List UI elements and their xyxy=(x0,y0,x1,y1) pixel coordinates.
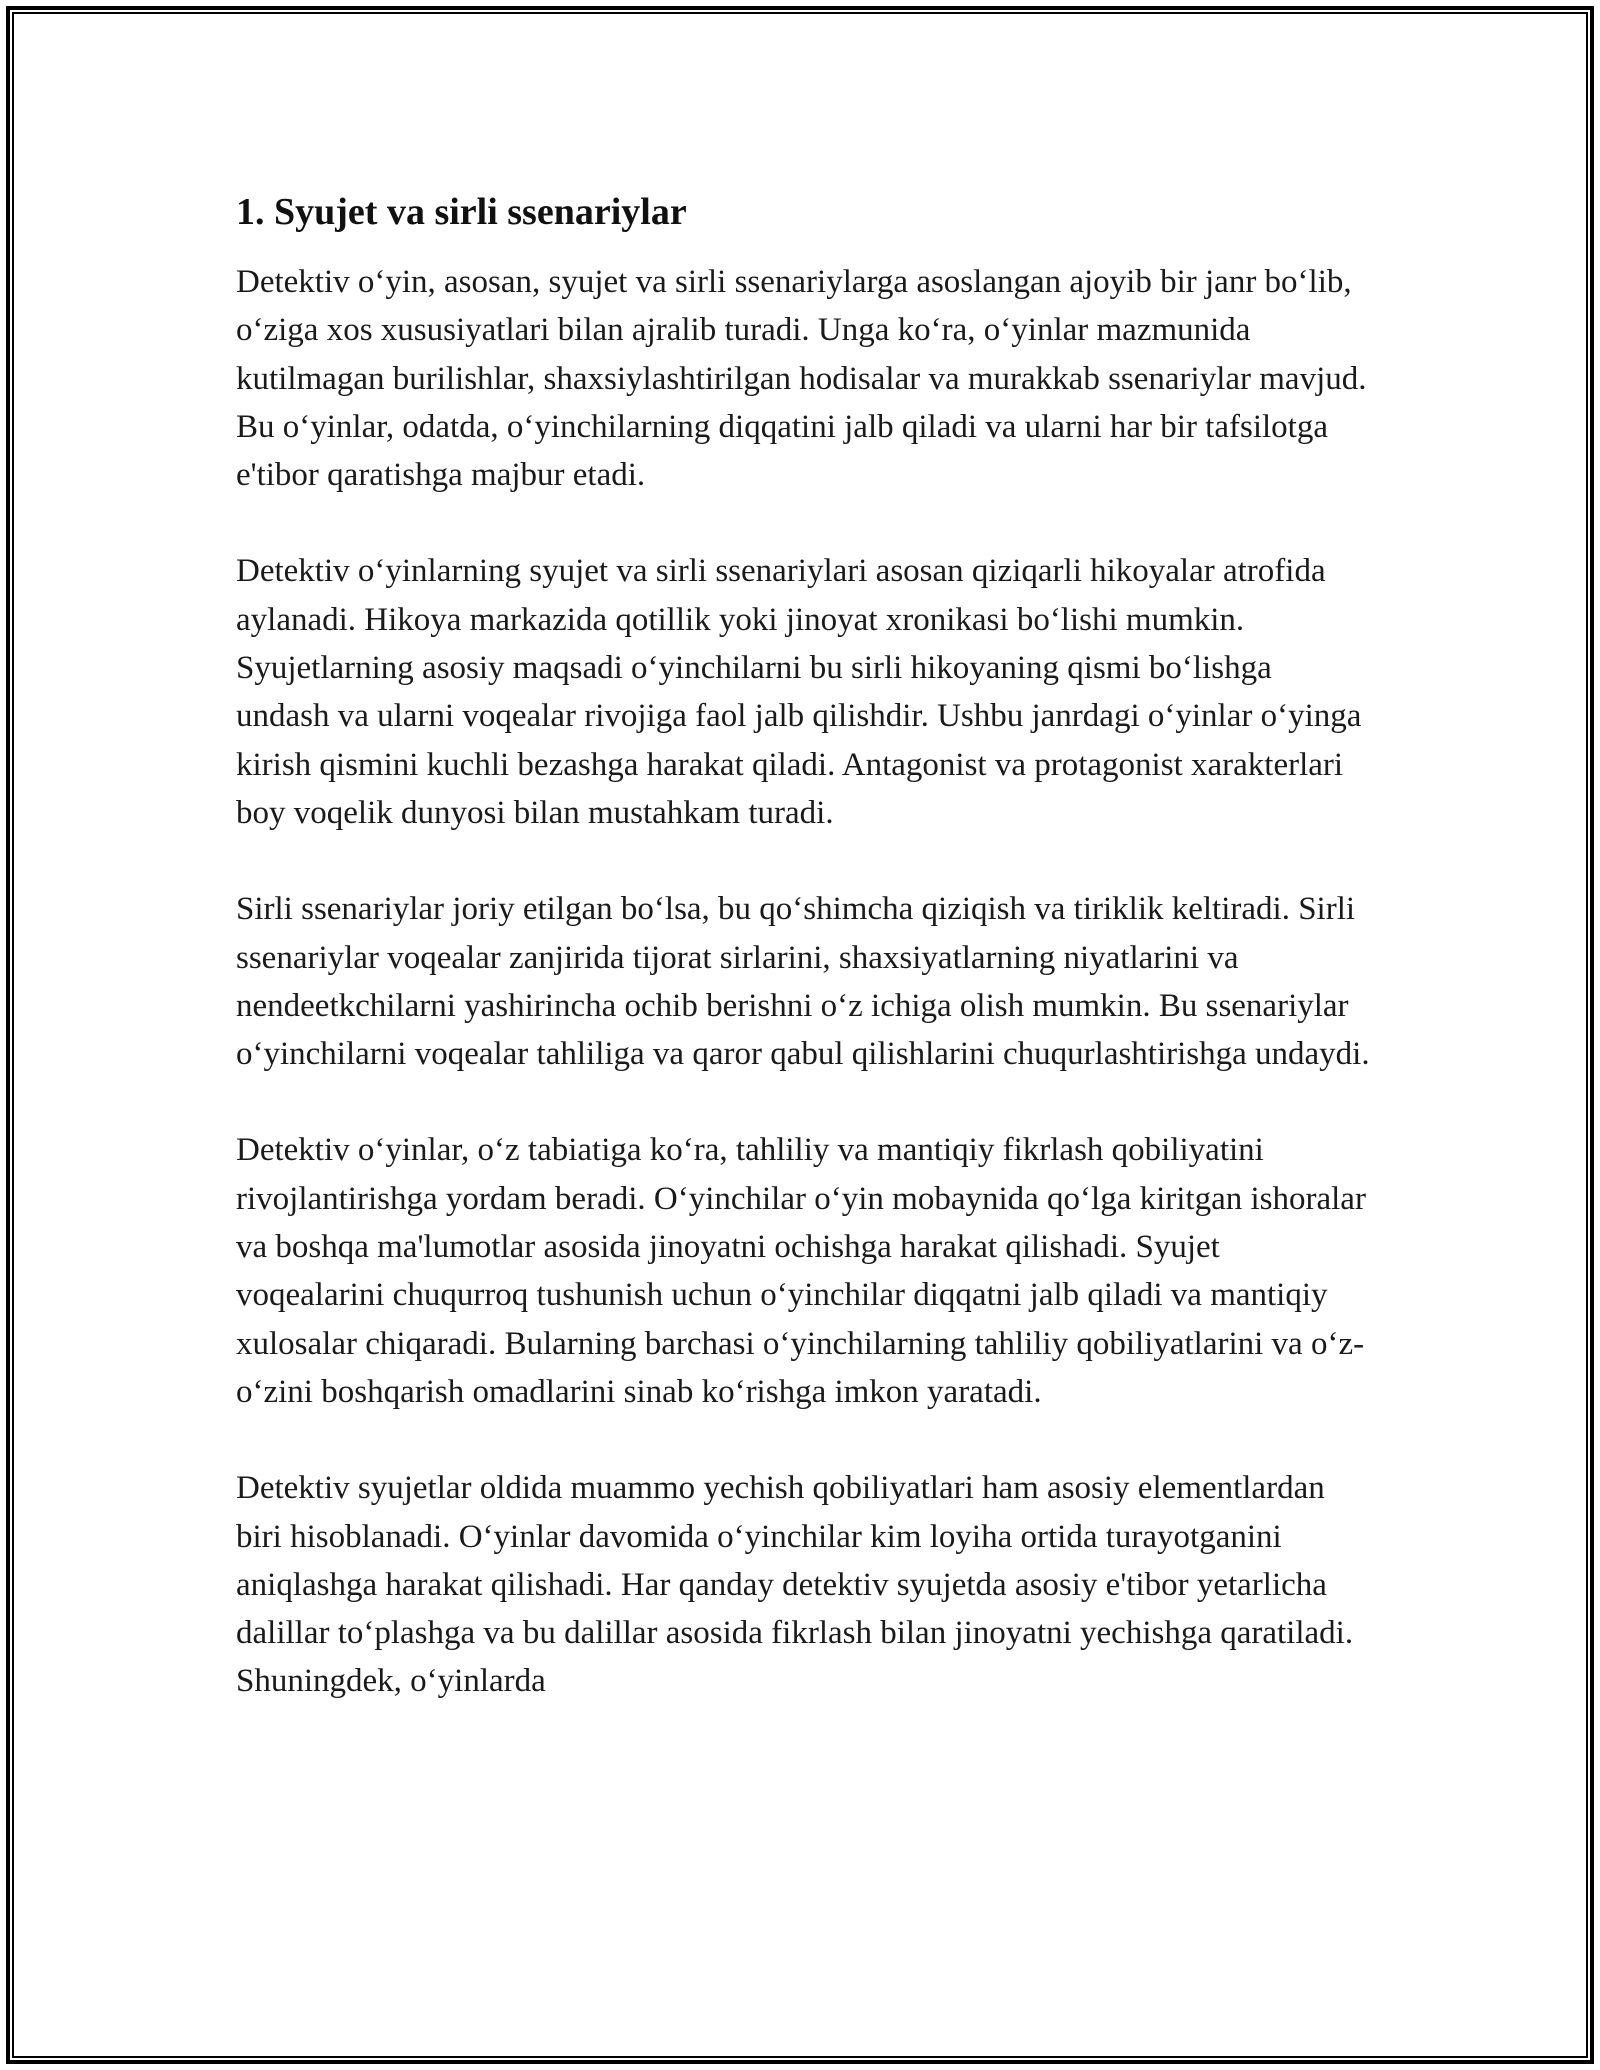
paragraph-3: Sirli ssenariylar joriy etilgan bo‘lsa, bu qo‘shimcha qiziqish va tiriklik keltiradi. Sirli ssenariylar voqealar zanjirida tijorat sirlarini, shaxsiyatlarning niyatlarini va nendeetkchilarni yashirincha ochib berishni o‘z ichiga olish mumkin. Bu ssenariylar o‘yinchilarni voqealar tahliliga va qaror qabul qilishlarini chuqurlashtirishga undaydi. xyxy=(236,891,1370,1073)
paragraph-5: Detektiv syujetlar oldida muammo yechish qobiliyatlari ham asosiy elementlardan biri hisoblanadi. O‘yinlar davomida o‘yinchilar kim loyiha ortida turayotganini aniqlashga harakat qilishadi. Har qanday detektiv syujetda asosiy e'tibor yetarlicha dalillar to‘plashga va bu dalillar asosida fikrlash bilan jinoyatni yechishga qaratiladi. Shuningdek, o‘yinlarda xyxy=(236,1470,1354,1700)
document-body xyxy=(236,186,1372,1754)
paragraph-2: Detektiv o‘yinlarning syujet va sirli ssenariylari asosan qiziqarli hikoyalar atrofida aylanadi. Hikoya markazida qotillik yoki jinoyat xronikasi bo‘lishi mumkin. Syujetlarning asosiy maqsadi o‘yinchilarni bu sirli hikoyaning qismi bo‘lishga undash va ularni voqealar rivojiga faol jalb qilishdir. Ushbu janrdagi o‘yinlar o‘yinga kirish qismini kuchli bezashga harakat qiladi. Antagonist va protagonist xarakterlari boy voqelik dunyosi bilan mustahkam turadi. xyxy=(236,553,1362,831)
paragraph-4: Detektiv o‘yinlar, o‘z tabiatiga ko‘ra, tahliliy va mantiqiy fikrlash qobiliyatini rivojlantirishga yordam beradi. O‘yinchilar o‘yin mobaynida qo‘lga kiritgan ishoralar va boshqa ma'lumotlar asosida jinoyatni ochishga harakat qilishadi. Syujet voqealarini chuqurroq tushunish uchun o‘yinchilar diqqatni jalb qiladi va mantiqiy xulosalar chiqaradi. Bularning barchasi o‘yinchilarning tahliliy qobiliyatlarini va o‘z-o‘zini boshqarish omadlarini sinab ko‘rishga imkon yaratadi. xyxy=(236,1132,1366,1410)
section-heading: 1. Syujet va sirli ssenariylar xyxy=(236,191,687,233)
paragraph-1: Detektiv o‘yin, asosan, syujet va sirli ssenariylarga asoslangan ajoyib bir janr bo‘lib, o‘ziga xos xususiyatlari bilan ajralib turadi. Unga ko‘ra, o‘yinlar mazmunida kutilmagan burilishlar, shaxsiylashtirilgan hodisalar va murakkab ssenariylar mavjud. Bu o‘yinlar, odatda, o‘yinchilarning diqqatini jalb qiladi va ularni har bir tafsilotga e'tibor qaratishga majbur etadi. xyxy=(236,264,1367,494)
